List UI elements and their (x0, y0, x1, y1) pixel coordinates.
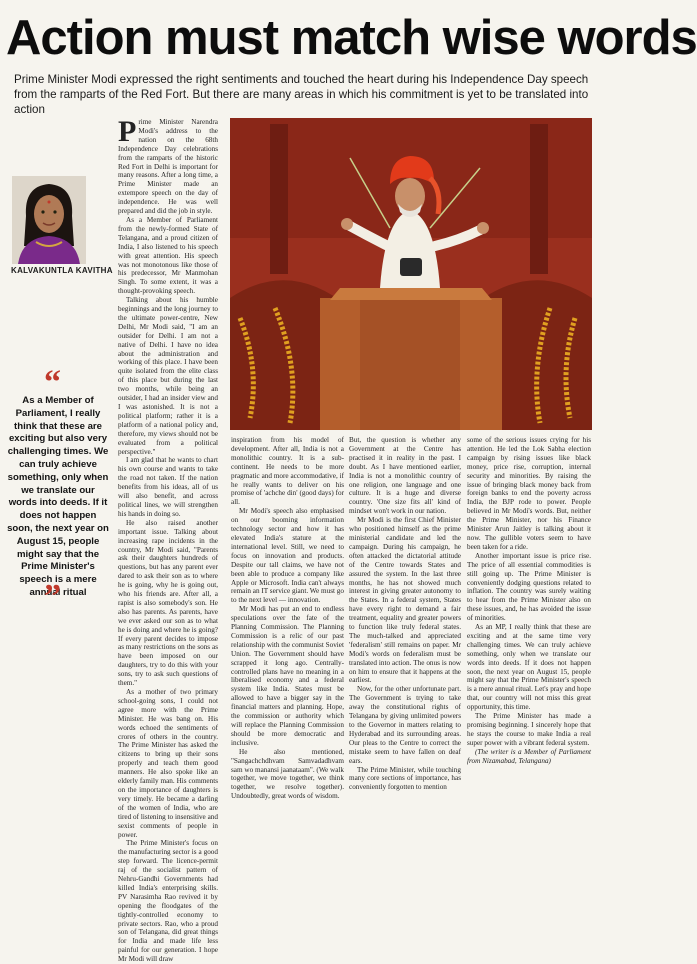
paragraph: Mr Modi's speech also emphasised on our booming information technology sector and how it has elevated India's stature at the international level. Still, we need to focus on innovation and products. Despite our tall claims, we have not been able to produce a company like Apple or Microsoft. India can't always remain an IT service giant. We must go to the next level — innovation. (231, 507, 344, 605)
headline: Action must match wise words (6, 11, 697, 65)
paragraph: The Prime Minister, while touching many core sections of importance, has conveniently forgotten to mention (349, 765, 461, 792)
paragraph: He also raised another important issue. Talking about increasing rape incidents in the country, Mr Modi said, "Parents ask their daughters hundreds of questions, but has any parent ever dared to ask their son as to where he is going, why he is going out, who his friends are. After all, a rapist is also somebody's son. He also has parents. As parents, have we ever asked our son as to what he is doing and where he is going? If every parent decides to impose as many restrictions on the sons as have been imposed on our daughters, try to do this with your sons, try to ask such questions of them." (118, 518, 218, 688)
paragraph: As a mother of two primary school-going sons, I could not agree more with the Prime Minister. He was bang on. His words echoed the sentiments of crores of others in the country. The Prime Minister has asked the citizens to bring up their sons properly and teach them good manners. He also spoke like an elderly family man. His comments on the importance of daughters is very timely. He became a darling of the women of India, who are tired of listening to insensitive and sexist comments of people in power. (118, 688, 218, 839)
paragraph: Now, for the other unfortunate part. The Government is trying to take away the constitutional rights of Telangana by giving unlimited powers to the Governor in matters relating to Hyderabad and its surrounding areas. Our pleas to the Centre to correct the mistake seem to have fallen on deaf ears. (349, 685, 461, 765)
article-column-1 (118, 115, 219, 964)
paragraph: The Prime Minister has made a promising beginning. I sincerely hope that he stays the course to make India a real super power with a vibrant federal system. (467, 712, 591, 747)
article-column-2 (231, 436, 344, 801)
pullquote: As a Member of Parliament, I really think that these are exciting but also very challenging times. We can truly achieve something, only when we translate our words into deeds. If it does not happen soon, the next year on August 15, people might say that the Prime Minister's speech is a mere annual ritual (7, 395, 109, 598)
article-column-3 (349, 436, 461, 792)
pullquote-open-mark: “ (44, 364, 61, 401)
speech-photo (230, 118, 592, 430)
paragraph: Another important issue is price rise. The price of all essential commodities is still going up. The Prime Minister is conveniently dodging questions related to inflation. The country was surely waiting to hear from the Prime Minister also on these issues, and, he has avoided the issue of minorities. (467, 551, 591, 623)
paragraph: He also mentioned, "Sangachchdhvam Samvadadhvam sam wo manansi jaanataam". (We walk together, we move together, we think together, we resolve together). Undoubtedly, great words of wisdom. (231, 747, 344, 801)
article-column-4 (467, 436, 591, 765)
paragraph: inspiration from his model of development. After all, India is not a monolithic country. It is a sub-continent. He needs to be more pragmatic and more accommodative, if he really wants to deliver on his promise of 'achche din' (good days) for all. (231, 436, 344, 507)
paragraph: As a Member of Parliament from the newly-formed State of Telangana, and a proud citizen of India, I also listened to his speech with great attention. His speech was not monotonous like those of his predecessor, Mr Manmohan Singh. To some extent, it was a thought-provoking speech. (118, 215, 218, 296)
drop-cap: P (118, 115, 137, 148)
paragraph: I am glad that he wants to chart his own course and wants to take the road not taken. If the nation benefits from his ideas, all of us will also benefit, and across political lines, we will strengthen his hands in doing so. (118, 456, 218, 518)
writer-note: (The writer is a Member of Parliament from Nizamabad, Telangana) (467, 747, 591, 765)
author-byline: KALVAKUNTLA KAVITHA (11, 266, 113, 275)
paragraph: Talking about his humble beginnings and the long journey to the ultimate power-centre, New Delhi, Mr Modi said, "I am an outsider for Delhi. I am not a native of Delhi. I have no idea about the administration and working of this place. I have been quite isolated from the elite class of this place but during the last two months, while being an outsider, I had an insider view and I was astonished. It is not a political platform; rather it is a platform of a national policy and, therefore, my views should not be evaluated from a political perspective." (118, 296, 219, 456)
paragraph: rime Minister Narendra Modi's address to the nation on the 68th Independence Day celebrations from the ramparts of the historic Red Fort in Delhi is important for many reasons. After a long time, a Prime Minister made an extempore speech on the day of independence. He was well prepared and did the job in style. (118, 118, 218, 216)
deck: Prime Minister Modi expressed the right sentiments and touched the heart during his Independence Day speech from the ramparts of the Red Fort. But there are many areas in which his commitment is yet to be translated into action (14, 73, 589, 116)
paragraph: some of the serious issues crying for his attention. He led the Lok Sabha election campaign by rising issues like black money, price rise, corruption, internal security and minorities. By raising the issue of bringing black money back from foreign banks to end the poverty across India, the BJP rode to power. People believed in Mr Modi's words. But, neither the Prime Minister, nor his Finance Minister Arun Jaitley is talking about it now. The gullible voters seem to have been taken for a ride. (467, 436, 591, 551)
paragraph: But, the question is whether any Government at the Centre has practised it in reality in the past. I doubt. As I have mentioned earlier, India is not a monolithic country of one religion, one language and one culture. It is a huge and diverse country. 'One size fits all' kind of mindset won't work in our nation. (349, 436, 461, 516)
author-portrait (12, 176, 86, 264)
paragraph: Mr Modi has put an end to endless speculations over the fate of the Planning Commission. The Planning Commission is a relic of our past relationship with the communist Soviet Union. The Government should have scrapped it long ago. Centrally-controlled plans have no meaning in a liberalised economy and a federal system like India. States must be allowed to have a bigger say in the financial matters and planning. Hope, the commission or authority which will replace the Planning Commission should be more democratic and inclusive. (231, 605, 344, 747)
pullquote-close-mark: ” (44, 578, 61, 615)
paragraph: As an MP, I really think that these are exciting and at the same time very challenging times. We can truly achieve something, only when we translate our words into deeds. If it does not happen soon, the next year on August 15, people might say that the Prime Minister's speech is a mere annual ritual. Let's pray and hope that, our country will not miss this great opportunity, this time. (467, 623, 591, 712)
paragraph: The Prime Minister's focus on the manufacturing sector is a good step forward. The licence-permit raj of the socialist pattern of Nehru-Gandhi Governments had killed India's enterprising skills. PV Narasimha Rao revived it by opening the floodgates of the tightly-controlled economy to private sectors. Rao, who a proud son of Telangana, did great things for India and made life less painful for our generation. I hope Mr Modi will draw (118, 839, 218, 964)
paragraph: Mr Modi is the first Chief Minister who positioned himself as the prime ministerial candidate and led the campaign. During his campaign, he often attacked the dictatorial attitude of the Centre towards States and assured the system. In the last three months, he has not showed much interest in giving greater autonomy to the States. In a federal system, States have every right to demand a fair treatment, equality and greater powers to function like truly federal states. The much-talked and appreciated 'federalism' still remains on paper. Mr Modi's words on federalism must be translated into action. The onus is now on him to ensure that it happens at the earliest. (349, 516, 461, 685)
